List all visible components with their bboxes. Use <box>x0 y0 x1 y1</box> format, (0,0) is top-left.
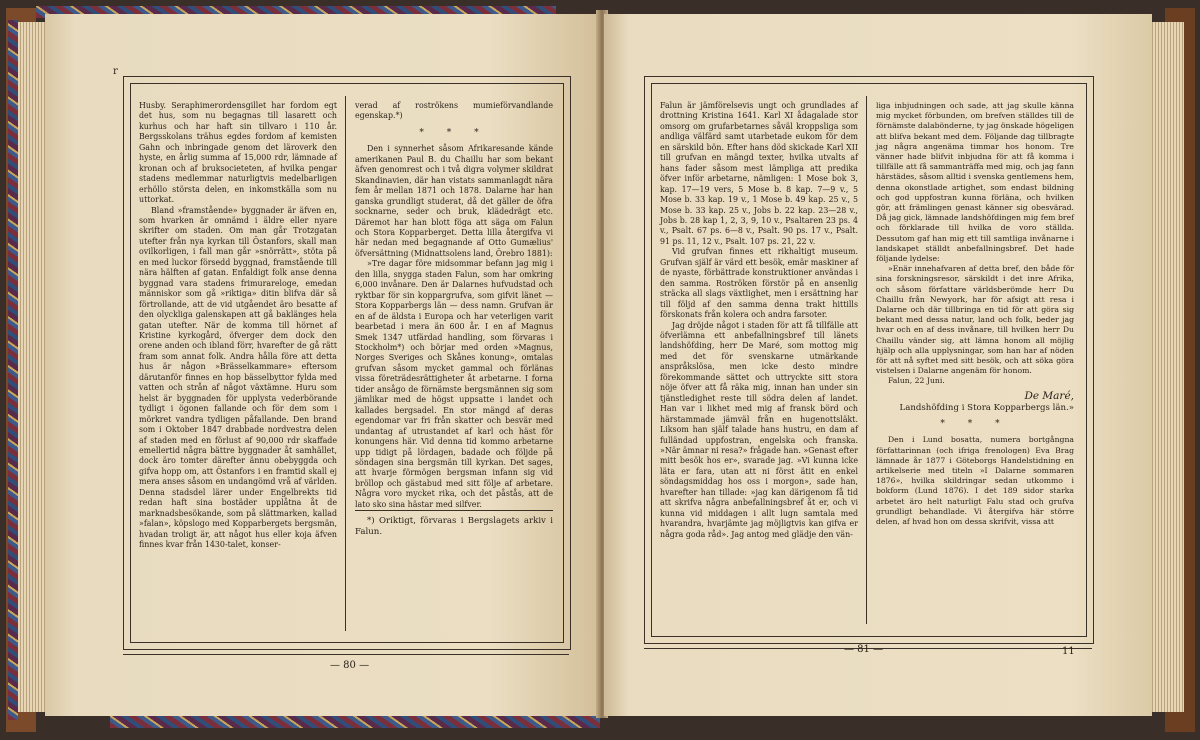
signature-number: 11 <box>1062 646 1075 657</box>
section-stars: * * * <box>419 127 489 138</box>
corner-mark: r <box>113 66 118 77</box>
page-number: — 80 — <box>330 660 370 671</box>
right-column-1 <box>660 101 858 540</box>
column-separator <box>345 96 346 631</box>
left-column-1 <box>139 101 337 550</box>
paragraph: Bland »framstående» byggnader är äfven en, som hvarken är omnämd i äldre eller nyare skrifter om staden. Om man går Trotzgatan utefter från nya kyrkan till Östanfors, skall man ovilkorligen, i fall man går »snörrätt», stöta på en med luckor försedd byggnad, framstående till nära hälften af gatan. Enfaldigt folk anse denna byggnad vara stadens frimurareloge, emedan människor som gå »riktiga» ditin blifva där så förtrollande, att de vid utgåendet äro besatte af den olyckliga galenskapen att gå baklänges hela gatan utefter. När de komma till hörnet af Kristine kyrkogård, öfverger dem dock den orene anden och ibland förr, hvarefter de gå rätt fram som annat folk. Andra hålla före att detta hus är någon »Brässelkammare» eftersom därutanför finnes en hop bässelbyttor fylda med vatten och strån af något växtämne. Huru som helst är byggnaden för upplysta vederbörande tydligt i ögonen fallande och för dem som i mörkret vandra tydligen påfallande. Den brand som i Oktober 1847 drabbade nordvestra delen af staden med en förlust af 90,000 rdr skaffade emellertid några bättre byggnader åt samhället, dock äro tomter därefter ännu obebyggda och gifva hopp om, att Östanfors i en framtid skall ej mera anses såsom en undangömd vrå af världen. Denna stadsdel lärer under Engelbrekts tid redan haft sina bostäder upplåtna åt de marknadsbesökande, som på slättmarken, kallad »falan», köpslogo med Kopparbergets bergsmän, hvadan troligt är, att något hus eller koja äfven finnes kvar från 1430-talet, konser- <box>139 205 337 550</box>
column-separator <box>866 96 867 624</box>
paragraph: Falun är jämförelsevis ungt och grundlades af drottning Kristina 1641. Karl XI ådagalade stor omsorg om grufarbetarnes såväl kroppsliga som andliga välfärd samt utarbetade eukom för dem en särskild bön. Efter hans död skickade Karl XII till grufvan en mängd texter, hvilka utvalts af hans fader såsom mest lämpliga att predika öfver inför arbetarne, nämligen: 1 Mose bok 3, kap. 17—19 vers, 5 Mose b. 8 kap. 7—9 v., 5 Mose b. 33 kap. 19 v., 1 Mose b. 49 kap. 25 v., 5 Mose b. 33 kap. 25 v., Jobs b. 22 kap. 23—28 v., Jobs b. 28 kap 1, 2, 3, 9, 10 v., Psaltaren 23 ps. 4 v., Psalt. 67 ps. 6—8 v., Psalt. 90 ps. 17 v., Psalt. 91 ps. 11, 12 v., Psalt. 107 ps. 21, 22 v. <box>660 101 858 246</box>
paragraph: Jag dröjde något i staden för att få tillfälle att öfverlämna ett anbefallningsbref till länets landshöfding, herr De Maré, som mottog mig med det för svenskarne utmärkande anspråkslösa, men icke desto mindre förekommande sättet och uttryckte sitt stora nöje öfver att få räka mig, innan han under sin tjänstledighet reste till södra delen af landet. Han var i likhet med mig af fransk börd och härstammade jämväl från en hugenottsläkt. Liksom han själf talade hans hustru, en dam af fulländad uppfostran, engelska och franska. »När ämnar ni resa?» frågade han. »Genast efter mitt besök hos er», svarade jag. »Vi kunna icke läta er fara, utan att ni först ätit en enkel söndagsmiddag hos oss i morgon», sade han, hvarefter han tillade: »jag kan därigenom få tid att skrifva några anbefallningsbref åt er, och vi kunna vid middagen i allt lugn samtala med hvarandra, hvarjämte jag möjligtvis kan gifva er några goda råd». Jag antog med glädje den vän- <box>660 320 858 539</box>
paragraph: Den i synnerhet såsom Afrikaresande kände amerikanen Paul B. du Chaillu har som bekant äfven genomrest och i två digra volymer skildrat Skandinavien, där han vistats sammanlagdt nära fem år mellan 1871 och 1878. Dalarne har han ganska grundligt studerat, då det gäller de öfra socknarne, seder och bruk, klädedrägt etc. Däremot har han blott föga att säga om Falun och Stora Kopparberget. Detta lilla återgifva vi här nedan med begagnande af Otto Gumælius' öfversättning (Midnattsolens land, Örebro 1881): <box>355 144 553 258</box>
section-stars: * * * <box>940 419 1010 430</box>
paragraph: liga inbjudningen och sade, att jag skulle känna mig mycket förbunden, om brefven ställdes till de förnämste dalabönderne, ty jag önskade högeligen att blifva bekant med dem. Följande dag tillbragte jag några angenäma timmar hos honom. Tre vänner hade blifvit inbjudna för att få komma i tillfälle att få sammanträffa med mig, och jag fann härstädes, såsom alltid i svenska gentlemens hem, denna okonstlade artighet, som endast bildning och god uppfostran kunna förläna, och hvilken gör, att främlingen genast känner sig obesvärad. Då jag gick, lämnade landshöfdingen mig fem bref och förklarade till hvilka de voro ställda. Dessutom gaf han mig ett till samtliga invånarne i landskapet ställdt anbefallningsbref. Det hade följande lydelse: <box>876 101 1074 264</box>
page-edges-left <box>18 22 48 712</box>
right-column-2 <box>876 101 1074 527</box>
left-page <box>45 14 600 716</box>
footnote: *) Oriktigt, förvaras i Bergslagets arkiv i Falun. <box>355 510 553 538</box>
page-number: — 81 — <box>844 644 884 655</box>
paragraph: verad af roströkens mumieförvandlande egenskap.*) <box>355 101 553 121</box>
paragraph: Vid grufvan finnes ett rikhaltigt museum. Grufvan själf är värd ett besök, emär maskiner af de nyaste, förbättrade konstruktioner användas i den samma. Roströken förstör på en ansenlig sträcka all slags växtlighet, men i ersättning har till följd af den samma denna trakt hittills förskonats från kolera och andra farsoter. <box>660 247 858 320</box>
paragraph: Husby. Seraphimerordensgillet har fordom egt det hus, som nu begagnas till lasarett och kurhus och har haft sin tillvaro i 110 år. Bergsskolans trähus egdes fordom af kemisten Gahn och inbringade genom det läroverk den hyste, en årlig summa af 15,000 rdr, lämnade af kronan och af bruksocieteten, af hvilka pengar stadens medlemmar naturligtvis medelbarligen erhöllo största delen, en inkomstkälla som nu uttorkat. <box>139 101 337 205</box>
signature-title: Landshöfding i Stora Kopparbergs län.» <box>899 402 1074 413</box>
paragraph: »Tre dagar före midsommar befann jag mig i den lilla, snygga staden Falun, som har omkring 6,000 invånare. Den är Dalarnes hufvudstad och ryktbar för sin koppargrufva, som gifvit länet — Stora Kopparbergs län — dess namn. Grufvan är en af de äldsta i Europa och har veterligen varit bearbetad i mera än 600 år. I en af Magnus Smek 1347 utfärdad handling, som förvaras i Stockholm*) och börjar med orden »Magnus, Norges Sveriges och Skånes konung», omtalas grufvan såsom mycket gammal och förlänas vissa företrädesrättigheter åt arbetarne. I forna tider ansågo de förnämste bergsmännen sig som jämlikar med de högst uppsatte i landet och kallades bergsadel. En stor mängd af deras egendomar var fri från skatter och besvär med undantag af utrustandet af karl och häst för konungens här. Vid denna tid kommo arbetarne upp tidigt på lördagen, badade och följde på söndagen sina bergsmän till kyrkan. Det sages, att hvarje förmögen bergsman infann sig vid bröllop och gästabud med sitt följe af arbetare. Några voro mycket rika, och det påstås, att de lato sko sina hästar med silfver. <box>355 259 553 509</box>
page-edges-right <box>1150 22 1184 712</box>
page-number-rule <box>123 654 569 655</box>
signature: De Maré, <box>1024 389 1074 402</box>
paragraph: »Enär innehafvaren af detta bref, den både för sina forskningsresor, särskildt i det inre Afrika, och såsom författare världsberömde herr Du Chaillu från Newyork, har för afsigt att resa i Dalarne och där tillbringa en tid för att göra sig bekant med dessa natur, land och folk, beder jag hvar och en af dess invånare, till hvilken herr Du Chaillu vänder sig, att lämna honom all möjlig hjälp och alla upplysningar, som han har af nöden för att nå syftet med sitt besök, och att söka göra vistelsen i Dalarne angenäm för honom. <box>876 264 1074 376</box>
marbled-edge-left <box>8 20 18 720</box>
left-column-2 <box>355 101 553 538</box>
paragraph: Den i Lund bosatta, numera bortgångna författarinnan (och ifriga frenologen) Eva Brag lämnade år 1877 i Göteborgs Handelstidning en artikelserie med titeln »I Dalarne sommaren 1876», hvilka skildringar sedan utkommo i bokform (Lund 1876). I det 189 sidor starka arbetet äro helt naturligt Falu stad och grufva grundligt behandlade. Vi återgifva här större delen, af hvad hon om dessa skrifvit, vissa att <box>876 435 1074 526</box>
right-page <box>604 14 1152 716</box>
paragraph: Falun, 22 Juni. <box>888 376 945 386</box>
